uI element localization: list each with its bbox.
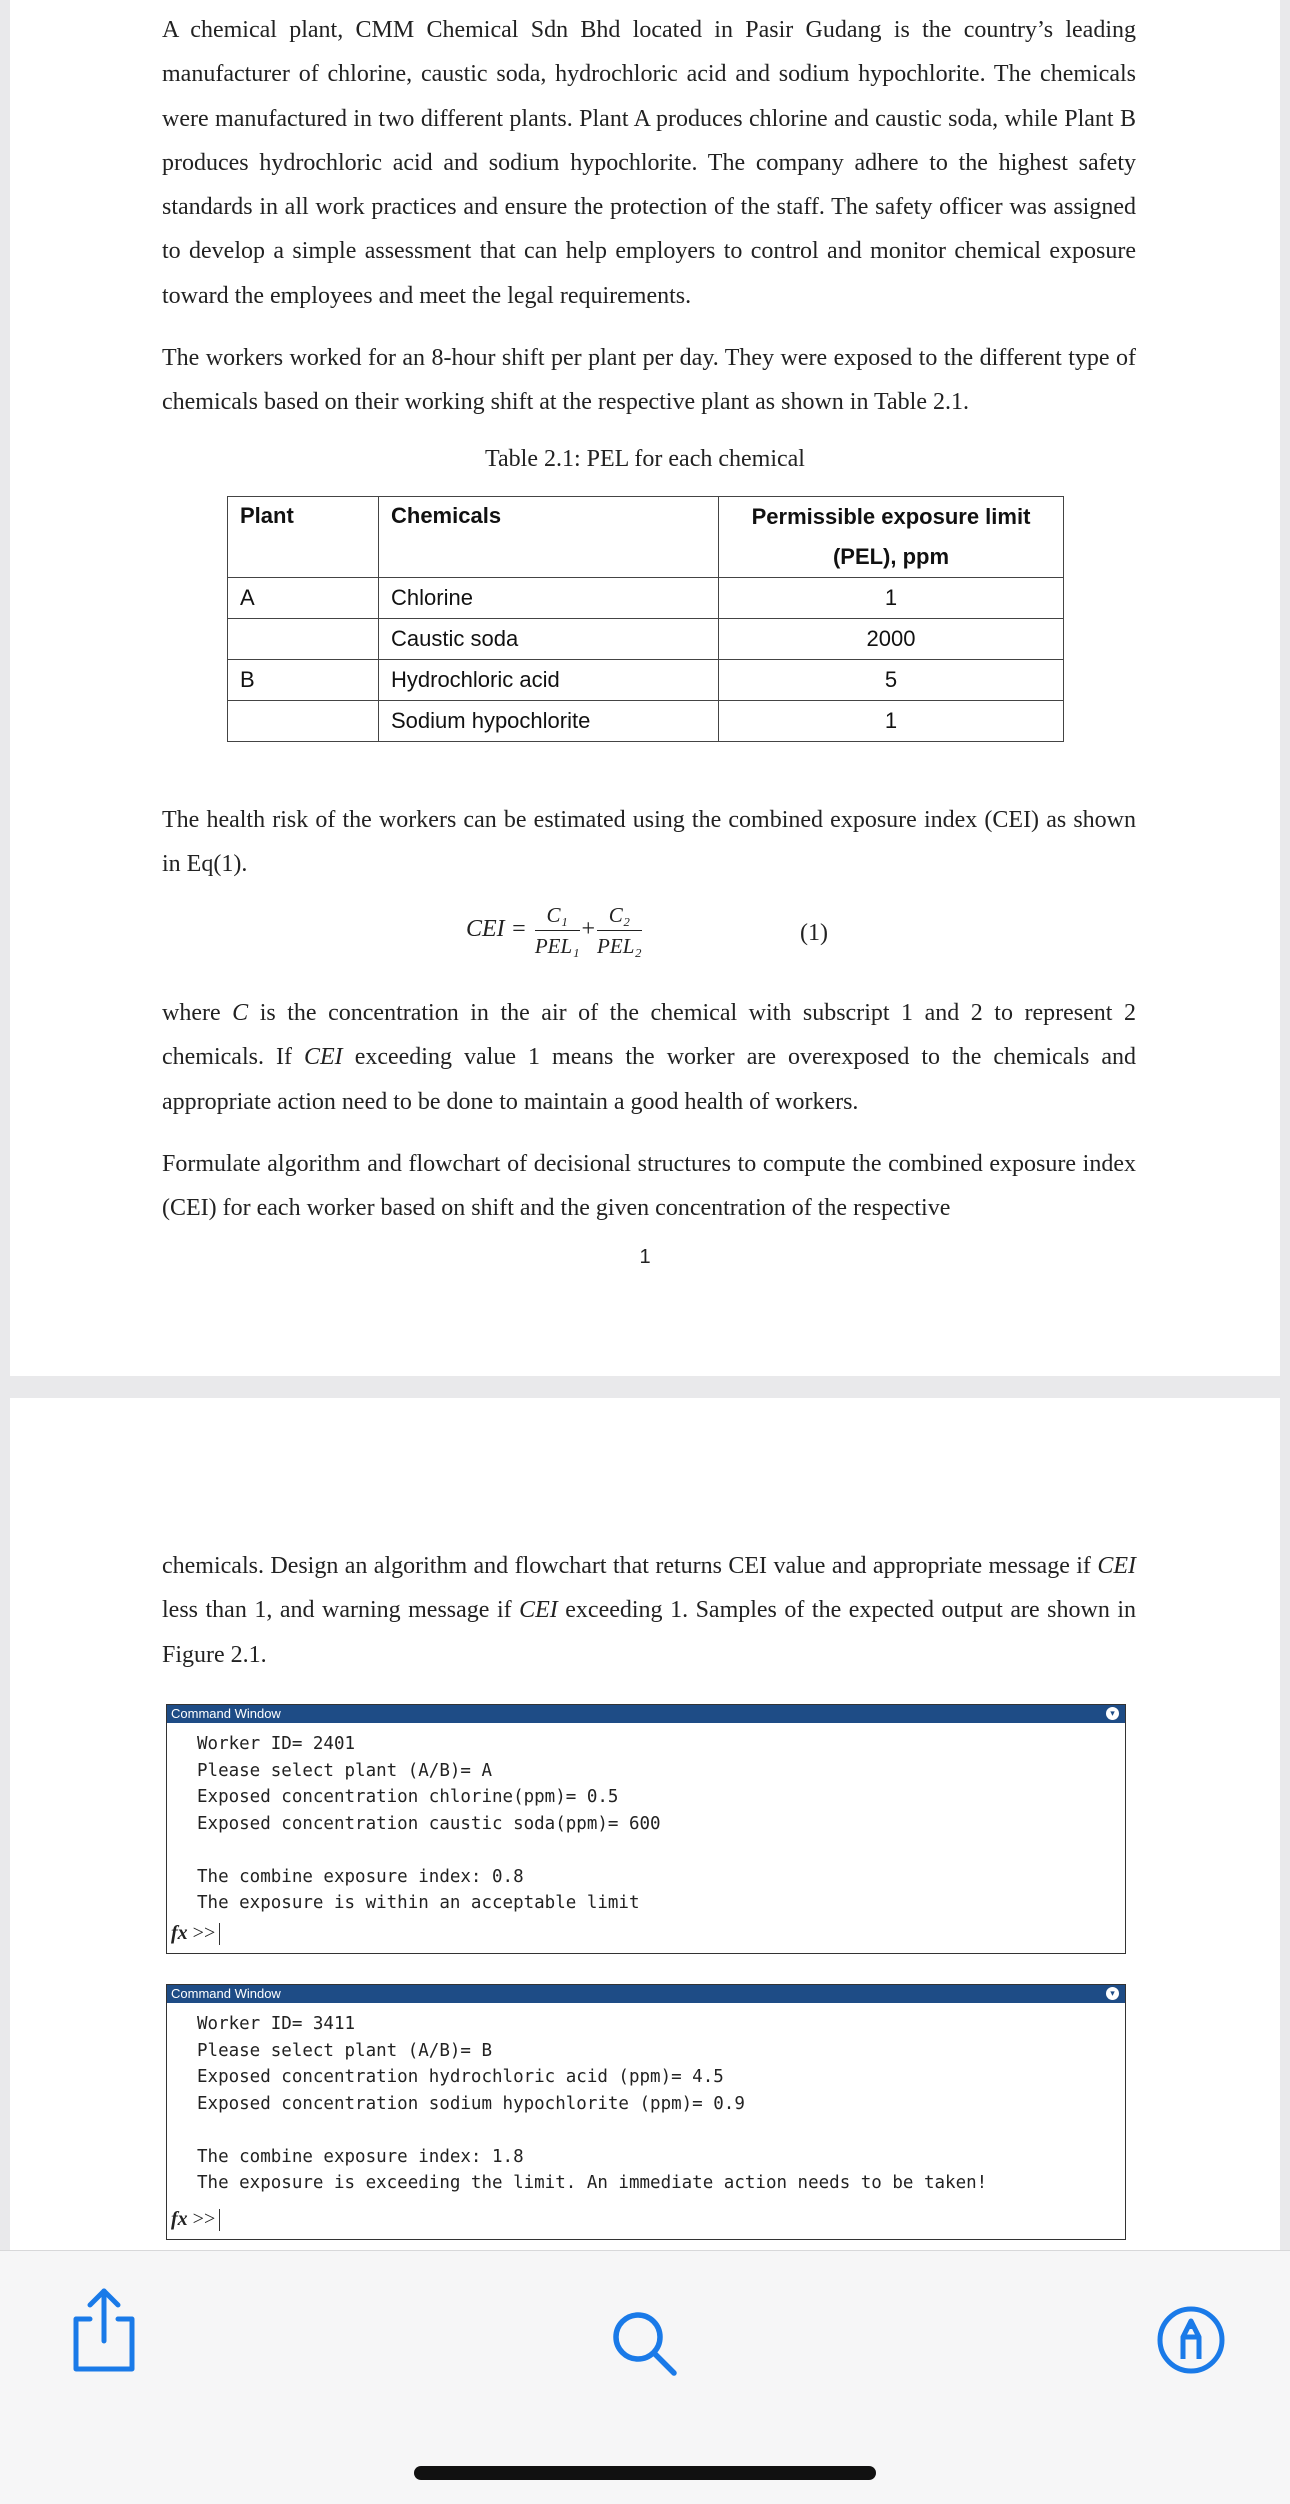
table-header-row xyxy=(228,497,1064,578)
cell-chemical: Sodium hypochlorite xyxy=(379,701,719,742)
table-row xyxy=(228,578,1064,619)
share-icon[interactable] xyxy=(66,2285,142,2375)
numerator-2: C₂ xyxy=(597,900,642,931)
output-line: The exposure is within an acceptable limit xyxy=(197,1893,640,1913)
design-paragraph xyxy=(162,1544,1136,1677)
design-text-2: less than 1, and warning message if xyxy=(162,1597,520,1624)
cell-chemical: Chlorine xyxy=(379,578,719,619)
output-line: Exposed concentration chlorine(ppm)= 0.5 xyxy=(197,1787,619,1807)
output-line: The combine exposure index: 0.8 xyxy=(197,1866,524,1887)
header-pel-line2: (PEL), ppm xyxy=(832,544,950,569)
document-page-2 xyxy=(10,1398,1280,2250)
formulate-paragraph: Formulate algorithm and flowchart of decisional structures to compute the combined exposure index (CEI) for each worker based on shift and the given concentration of the respective xyxy=(162,1151,1136,1222)
var-cei: CEI xyxy=(304,1044,343,1071)
fx-icon: fx xyxy=(171,1921,188,1944)
var-cei: CEI xyxy=(519,1597,558,1624)
where-text-1: where xyxy=(162,1000,233,1026)
bottom-toolbar xyxy=(0,2250,1290,2504)
output-line: Exposed concentration caustic soda(ppm)= 600 xyxy=(197,1813,661,1834)
cell-chemical: Caustic soda xyxy=(379,619,719,660)
output-line: The combine exposure index: 1.8 xyxy=(197,2146,524,2167)
fraction-2 xyxy=(597,900,642,961)
design-text-3: exceeding 1. Samples of the expected output are shown in Figure 2.1. xyxy=(162,1597,1136,1668)
collapse-icon: ▾ xyxy=(1106,1707,1119,1720)
cell-pel: 2000 xyxy=(719,619,1064,660)
prompt-symbol: >> xyxy=(192,1921,216,1944)
cei-equation xyxy=(466,900,644,961)
pel-table xyxy=(227,496,1064,742)
cell-plant: A xyxy=(228,578,379,619)
where-paragraph xyxy=(162,991,1136,1124)
equation-number: (1) xyxy=(800,920,828,946)
output-line: Worker ID= 3411 xyxy=(197,2014,356,2034)
command-window-sample-1 xyxy=(166,1704,1126,1954)
command-window-titlebar xyxy=(167,1985,1125,2003)
command-prompt xyxy=(171,1922,220,1945)
command-prompt xyxy=(171,2208,220,2231)
equation-plus: + xyxy=(581,916,596,943)
output-line: Worker ID= 2401 xyxy=(197,1734,356,1754)
fx-icon: fx xyxy=(171,2207,188,2230)
denominator-2: PEL₂ xyxy=(597,934,642,958)
command-window-titlebar xyxy=(167,1705,1125,1723)
intro-paragraph: A chemical plant, CMM Chemical Sdn Bhd located in Pasir Gudang is the country’s leading manufacturer of chlorine, caustic soda, hydrochloric acid and sodium hypochlorite. The chemicals were manufactured in two different plants. Plant A produces chlorine and caustic soda, while Plant B produces hydrochloric acid and sodium hypochlorite. The company adhere to the highest safety standards in all work practices and ensure the protection of the staff. The safety officer was assigned to develop a simple assessment that can help employers to control and monitor chemical exposure toward the employees and meet the legal requirements. xyxy=(162,17,1136,309)
page-number: 1 xyxy=(639,1246,651,1268)
shift-paragraph: The workers worked for an 8-hour shift per plant per day. They were exposed to the different type of chemicals based on their working shift at the respective plant as shown in Table 2.1. xyxy=(162,345,1136,416)
fraction-1 xyxy=(535,900,580,961)
denominator-1: PEL₁ xyxy=(534,934,580,958)
output-line: Exposed concentration hydrochloric acid (ppm)= 4.5 xyxy=(197,2067,724,2087)
header-plant: Plant xyxy=(228,497,379,578)
where-text-3: exceeding value 1 means the worker are overexposed to the chemicals and appropriate action need to be done to maintain a good health of workers. xyxy=(162,1044,1137,1115)
numerator-1: C₁ xyxy=(535,900,580,931)
command-window-title: Command Window xyxy=(171,1986,281,2001)
cell-plant: B xyxy=(228,660,379,701)
equation-lhs: CEI = xyxy=(466,916,527,943)
prompt-symbol: >> xyxy=(192,2207,216,2230)
table-row xyxy=(228,701,1064,742)
header-chemicals: Chemicals xyxy=(379,497,719,578)
collapse-icon: ▾ xyxy=(1106,1987,1119,2000)
var-c: C xyxy=(232,1000,249,1026)
header-pel-line1: Permissible exposure limit xyxy=(751,504,1031,529)
output-line: Please select plant (A/B)= A xyxy=(197,1760,493,1781)
table-caption: Table 2.1: PEL for each chemical xyxy=(485,446,805,472)
command-window-sample-2 xyxy=(166,1984,1126,2240)
output-line xyxy=(197,2117,1125,2144)
output-line: Please select plant (A/B)= B xyxy=(197,2040,493,2061)
document-page-1 xyxy=(10,0,1280,1376)
command-window-title: Command Window xyxy=(171,1706,281,1721)
table-row xyxy=(228,660,1064,701)
cell-pel: 1 xyxy=(719,578,1064,619)
output-line xyxy=(197,1837,1125,1864)
design-text-1: chemicals. Design an algorithm and flowchart that returns CEI value and appropriate message if xyxy=(162,1553,1098,1579)
command-output xyxy=(167,1723,1125,1917)
home-indicator[interactable] xyxy=(414,2466,876,2480)
command-output xyxy=(167,2003,1125,2197)
table-row xyxy=(228,619,1064,660)
output-line: Exposed concentration sodium hypochlorite (ppm)= 0.9 xyxy=(197,2093,745,2114)
markup-pen-icon[interactable] xyxy=(1156,2305,1226,2375)
cell-pel: 1 xyxy=(719,701,1064,742)
cell-plant xyxy=(228,619,379,660)
cell-chemical: Hydrochloric acid xyxy=(379,660,719,701)
header-pel xyxy=(719,497,1064,578)
var-cei: CEI xyxy=(1097,1553,1136,1579)
output-line: The exposure is exceeding the limit. An immediate action needs to be taken! xyxy=(197,2173,988,2193)
cell-plant xyxy=(228,701,379,742)
search-icon[interactable] xyxy=(610,2309,680,2379)
cei-paragraph: The health risk of the workers can be estimated using the combined exposure index (CEI) as shown in Eq(1). xyxy=(162,807,1136,878)
where-text-2: is the concentration in the air of the chemical with subscript 1 and 2 to represent 2 chemicals. If xyxy=(162,1000,1136,1071)
cell-pel: 5 xyxy=(719,660,1064,701)
